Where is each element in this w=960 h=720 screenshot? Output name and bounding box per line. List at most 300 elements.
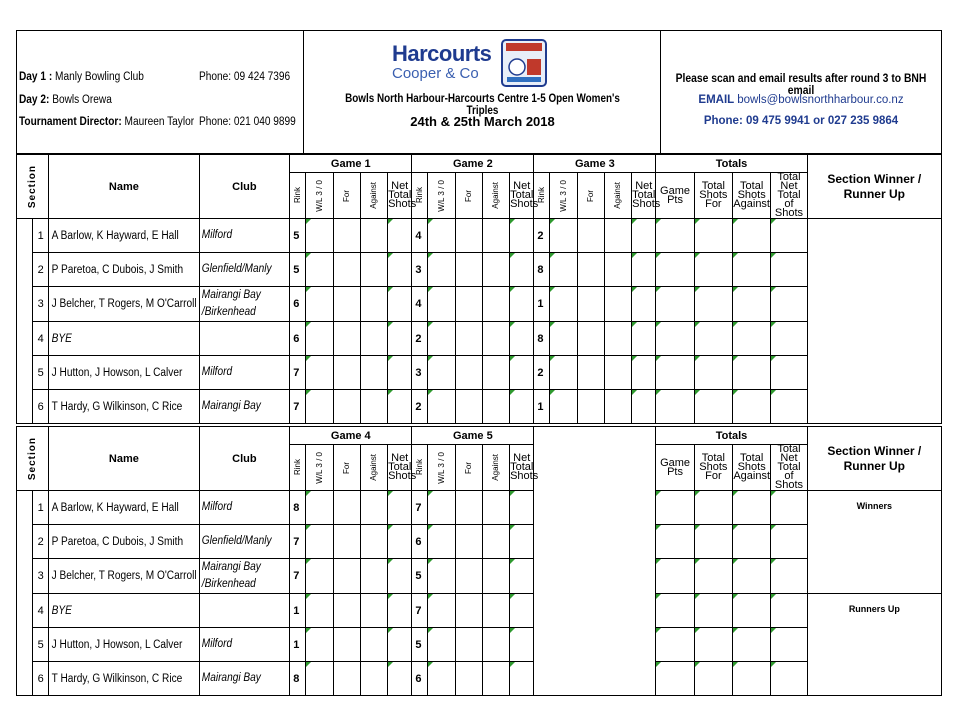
for-input[interactable] <box>577 322 604 356</box>
for-col-label: For <box>463 189 473 202</box>
total-for-input[interactable] <box>694 322 732 356</box>
for-input[interactable] <box>333 594 360 628</box>
against-col-header <box>360 173 387 219</box>
net-input[interactable] <box>632 390 656 424</box>
row-number: 6 <box>33 390 49 424</box>
table-row <box>17 253 942 287</box>
total-net-input[interactable] <box>771 662 807 696</box>
club-name: Mairangi Bay <box>201 672 261 684</box>
total-net-input[interactable] <box>771 219 807 253</box>
for-input[interactable] <box>577 287 604 322</box>
for-input[interactable] <box>333 525 360 559</box>
club-header: Club <box>199 155 290 219</box>
net-input[interactable] <box>388 594 412 628</box>
total-net-input[interactable] <box>771 491 807 525</box>
team-name-cell <box>49 356 199 390</box>
club-cell <box>199 253 290 287</box>
against-input[interactable] <box>482 525 509 559</box>
total-against-input[interactable] <box>733 559 771 594</box>
director-phone: Phone: 021 040 9899 <box>199 116 296 128</box>
rink-number: 5 <box>290 253 306 287</box>
total-against-input[interactable] <box>733 491 771 525</box>
net-input[interactable] <box>388 253 412 287</box>
wl-input[interactable] <box>428 594 455 628</box>
rink-number: 2 <box>412 390 428 424</box>
net-input[interactable] <box>510 390 534 424</box>
team-name: J Hutton, J Howson, L Calver <box>51 366 183 379</box>
rink-number: 6 <box>412 525 428 559</box>
club-name: Milford <box>201 501 232 513</box>
game-pts-input[interactable] <box>656 287 694 322</box>
team-name-cell <box>49 559 199 594</box>
team-name-cell <box>49 628 199 662</box>
for-input[interactable] <box>333 662 360 696</box>
total-against-input[interactable] <box>733 219 771 253</box>
for-input[interactable] <box>455 628 482 662</box>
club-cell <box>199 628 290 662</box>
rink-number: 8 <box>290 662 306 696</box>
rink-number: 4 <box>412 219 428 253</box>
against-col-header <box>604 173 631 219</box>
club-name: Mairangi Bay <box>201 400 261 412</box>
net-input[interactable] <box>632 253 656 287</box>
against-input[interactable] <box>360 219 387 253</box>
rink-col-header <box>412 445 428 491</box>
net-input[interactable] <box>632 356 656 390</box>
for-col-label: For <box>341 461 351 474</box>
wl-input[interactable] <box>428 628 455 662</box>
rink-number: 8 <box>290 491 306 525</box>
against-input[interactable] <box>360 253 387 287</box>
day2-venue: Bowls Orewa <box>52 94 112 106</box>
net-input[interactable] <box>510 628 534 662</box>
for-col-header <box>333 445 360 491</box>
total-against-input[interactable] <box>733 594 771 628</box>
against-input[interactable] <box>360 322 387 356</box>
row-number: 1 <box>33 219 49 253</box>
wl-input[interactable] <box>550 287 577 322</box>
wl-col-label: W/L 3 / 0 <box>436 179 446 212</box>
total-net-input[interactable] <box>771 628 807 662</box>
table-row <box>17 356 942 390</box>
for-input[interactable] <box>455 559 482 594</box>
against-input[interactable] <box>604 390 631 424</box>
against-input[interactable] <box>360 390 387 424</box>
wl-input[interactable] <box>306 356 333 390</box>
harcourts-logo: Harcourts <box>392 41 492 66</box>
wl-col-header <box>550 173 577 219</box>
rink-number: 5 <box>290 219 306 253</box>
cooper-co-logo: Cooper & Co <box>392 65 479 82</box>
row-number: 5 <box>33 356 49 390</box>
team-name: J Belcher, T Rogers, M O'Carroll <box>51 298 197 310</box>
wl-input[interactable] <box>428 491 455 525</box>
wl-input[interactable] <box>306 594 333 628</box>
total-for-input[interactable] <box>694 287 732 322</box>
total-net-input[interactable] <box>771 525 807 559</box>
event-info <box>304 31 661 153</box>
net-input[interactable] <box>632 287 656 322</box>
rink-number: 8 <box>534 253 550 287</box>
game-pts-input[interactable] <box>656 628 694 662</box>
wl-input[interactable] <box>550 322 577 356</box>
against-input[interactable] <box>360 662 387 696</box>
section-spacer <box>17 219 33 424</box>
wl-col-header <box>306 445 333 491</box>
for-input[interactable] <box>455 662 482 696</box>
for-input[interactable] <box>455 356 482 390</box>
contact-info <box>661 31 941 153</box>
game-header: Game 3 <box>534 155 656 173</box>
results-table-games-1-3 <box>16 154 942 424</box>
rink-col-label: Rink <box>536 187 546 204</box>
row-number: 2 <box>33 253 49 287</box>
wl-input[interactable] <box>428 559 455 594</box>
against-input[interactable] <box>482 322 509 356</box>
section-spacer <box>17 491 33 696</box>
rink-col-label: Rink <box>292 459 302 476</box>
team-name: T Hardy, G Wilkinson, C Rice <box>51 672 183 685</box>
wl-input[interactable] <box>306 287 333 322</box>
total-net-input[interactable] <box>771 322 807 356</box>
winner-header: Section Winner / Runner Up <box>807 427 941 491</box>
against-input[interactable] <box>482 219 509 253</box>
against-input[interactable] <box>482 491 509 525</box>
total-against-input[interactable] <box>733 253 771 287</box>
for-input[interactable] <box>333 628 360 662</box>
for-input[interactable] <box>333 491 360 525</box>
total-net-input[interactable] <box>771 253 807 287</box>
rink-number: 3 <box>412 356 428 390</box>
wl-input[interactable] <box>306 628 333 662</box>
table-row <box>17 390 942 424</box>
wl-input[interactable] <box>550 253 577 287</box>
director-name: Maureen Taylor <box>124 116 195 128</box>
for-input[interactable] <box>455 594 482 628</box>
total-net-input[interactable] <box>771 287 807 322</box>
game-pts-input[interactable] <box>656 662 694 696</box>
table-row <box>17 662 942 696</box>
net-input[interactable] <box>510 559 534 594</box>
email-label: EMAIL <box>698 94 734 106</box>
net-input[interactable] <box>510 322 534 356</box>
club-name: Glenfield/Manly <box>201 535 272 547</box>
day1-label: Day 1 : <box>19 71 53 83</box>
rink-number: 2 <box>534 219 550 253</box>
net-input[interactable] <box>510 525 534 559</box>
row-number: 3 <box>33 287 49 322</box>
wl-input[interactable] <box>428 253 455 287</box>
rink-col-header <box>412 173 428 219</box>
club-cell <box>199 287 290 322</box>
rink-number: 1 <box>290 594 306 628</box>
against-input[interactable] <box>482 594 509 628</box>
against-col-label: Against <box>613 182 623 209</box>
against-input[interactable] <box>604 287 631 322</box>
wl-input[interactable] <box>428 662 455 696</box>
net-input[interactable] <box>510 491 534 525</box>
net-input[interactable] <box>388 219 412 253</box>
rink-number: 7 <box>412 491 428 525</box>
for-input[interactable] <box>455 287 482 322</box>
for-input[interactable] <box>333 390 360 424</box>
team-name: P Paretoa, C Dubois, J Smith <box>51 263 184 276</box>
wl-input[interactable] <box>550 356 577 390</box>
for-input[interactable] <box>577 390 604 424</box>
against-input[interactable] <box>604 219 631 253</box>
for-input[interactable] <box>333 559 360 594</box>
day2-label: Day 2: <box>19 94 50 106</box>
winner-cell[interactable] <box>807 219 941 424</box>
for-input[interactable] <box>455 390 482 424</box>
club-name: Mairangi Bay <box>201 561 261 573</box>
against-input[interactable] <box>360 525 387 559</box>
against-input[interactable] <box>482 287 509 322</box>
net-input[interactable] <box>510 356 534 390</box>
wl-input[interactable] <box>428 219 455 253</box>
net-input[interactable] <box>388 525 412 559</box>
net-input[interactable] <box>388 287 412 322</box>
for-col-header <box>333 173 360 219</box>
total-against-input[interactable] <box>733 525 771 559</box>
wl-input[interactable] <box>306 662 333 696</box>
against-input[interactable] <box>482 356 509 390</box>
game-pts-input[interactable] <box>656 491 694 525</box>
winner-header: Section Winner / Runner Up <box>807 155 941 219</box>
net-input[interactable] <box>510 253 534 287</box>
total-net-input[interactable] <box>771 390 807 424</box>
for-input[interactable] <box>455 491 482 525</box>
section-header-label: Section <box>27 436 39 481</box>
row-number: 6 <box>33 662 49 696</box>
for-input[interactable] <box>333 219 360 253</box>
total-net-header: Total Net Total of Shots <box>771 173 807 219</box>
total-net-input[interactable] <box>771 559 807 594</box>
for-input[interactable] <box>455 253 482 287</box>
day2-line <box>19 94 112 106</box>
against-input[interactable] <box>604 253 631 287</box>
wl-input[interactable] <box>428 287 455 322</box>
game-pts-input[interactable] <box>656 559 694 594</box>
total-net-input[interactable] <box>771 356 807 390</box>
game-header: Game 4 <box>290 427 412 445</box>
for-input[interactable] <box>577 356 604 390</box>
net-col-header: Net Total Shots <box>632 173 656 219</box>
winners-cell[interactable] <box>807 491 941 594</box>
against-input[interactable] <box>482 253 509 287</box>
against-col-label: Against <box>368 182 378 209</box>
team-name: BYE <box>51 604 73 617</box>
net-input[interactable] <box>388 322 412 356</box>
wl-input[interactable] <box>550 219 577 253</box>
net-input[interactable] <box>388 559 412 594</box>
event-dates: 24th & 25th March 2018 <box>410 114 555 129</box>
team-name: BYE <box>51 332 73 345</box>
wl-input[interactable] <box>306 253 333 287</box>
net-input[interactable] <box>632 322 656 356</box>
club-name-2: /Birkenhead <box>201 306 256 318</box>
for-col-header <box>455 445 482 491</box>
rink-number: 4 <box>412 287 428 322</box>
wl-input[interactable] <box>306 491 333 525</box>
team-name-cell <box>49 491 199 525</box>
game-pts-input[interactable] <box>656 525 694 559</box>
net-input[interactable] <box>388 662 412 696</box>
net-input[interactable] <box>632 219 656 253</box>
rink-number: 7 <box>290 525 306 559</box>
rink-number: 6 <box>290 287 306 322</box>
wl-input[interactable] <box>428 356 455 390</box>
wl-col-header <box>428 173 455 219</box>
table-row <box>17 559 942 594</box>
total-for-input[interactable] <box>694 594 732 628</box>
total-for-input[interactable] <box>694 253 732 287</box>
team-name: J Belcher, T Rogers, M O'Carroll <box>51 570 197 582</box>
for-input[interactable] <box>333 356 360 390</box>
club-cell <box>199 594 290 628</box>
rink-number: 1 <box>290 628 306 662</box>
total-for-input[interactable] <box>694 491 732 525</box>
against-input[interactable] <box>360 287 387 322</box>
wl-input[interactable] <box>306 219 333 253</box>
game-pts-input[interactable] <box>656 594 694 628</box>
net-input[interactable] <box>388 491 412 525</box>
club-name: Glenfield/Manly <box>201 263 272 275</box>
against-input[interactable] <box>360 491 387 525</box>
against-input[interactable] <box>360 628 387 662</box>
table-row <box>17 287 942 322</box>
rink-number: 6 <box>412 662 428 696</box>
net-input[interactable] <box>388 628 412 662</box>
net-input[interactable] <box>510 219 534 253</box>
wl-input[interactable] <box>306 525 333 559</box>
team-name-cell <box>49 322 199 356</box>
club-cell <box>199 356 290 390</box>
wl-col-label: W/L 3 / 0 <box>314 451 324 484</box>
club-name: Milford <box>201 638 232 650</box>
total-against-input[interactable] <box>733 390 771 424</box>
day1-line <box>19 71 144 83</box>
total-for-input[interactable] <box>694 390 732 424</box>
team-name: A Barlow, K Hayward, E Hall <box>51 229 180 242</box>
wl-col-label: W/L 3 / 0 <box>558 179 568 212</box>
game-pts-input[interactable] <box>656 322 694 356</box>
against-input[interactable] <box>360 356 387 390</box>
total-for-input[interactable] <box>694 628 732 662</box>
wl-input[interactable] <box>306 390 333 424</box>
total-for-input[interactable] <box>694 662 732 696</box>
game-pts-header: Game Pts <box>656 173 694 219</box>
game-pts-header: Game Pts <box>656 445 694 491</box>
team-name-cell <box>49 219 199 253</box>
net-input[interactable] <box>510 662 534 696</box>
for-input[interactable] <box>455 525 482 559</box>
email-link[interactable]: bowls@bowlsnorthharbour.co.nz <box>737 94 904 106</box>
net-input[interactable] <box>510 594 534 628</box>
wl-input[interactable] <box>428 390 455 424</box>
team-name-cell <box>49 662 199 696</box>
against-col-header <box>482 445 509 491</box>
club-name: Mairangi Bay <box>201 289 261 301</box>
against-input[interactable] <box>360 594 387 628</box>
for-input[interactable] <box>577 253 604 287</box>
net-col-header: Net Total Shots <box>388 173 412 219</box>
rink-number: 7 <box>290 559 306 594</box>
for-input[interactable] <box>455 219 482 253</box>
net-input[interactable] <box>510 287 534 322</box>
rink-number: 7 <box>412 594 428 628</box>
wl-input[interactable] <box>306 559 333 594</box>
total-against-input[interactable] <box>733 287 771 322</box>
total-for-header: Total Shots For <box>694 445 732 491</box>
for-input[interactable] <box>455 322 482 356</box>
club-cell <box>199 390 290 424</box>
against-input[interactable] <box>482 559 509 594</box>
wl-input[interactable] <box>428 525 455 559</box>
wl-input[interactable] <box>306 322 333 356</box>
total-against-input[interactable] <box>733 322 771 356</box>
for-input[interactable] <box>577 219 604 253</box>
for-col-header <box>577 173 604 219</box>
total-for-input[interactable] <box>694 219 732 253</box>
total-for-input[interactable] <box>694 525 732 559</box>
rink-number: 5 <box>412 559 428 594</box>
net-col-header: Net Total Shots <box>510 445 534 491</box>
for-col-label: For <box>585 189 595 202</box>
wl-input[interactable] <box>428 322 455 356</box>
for-input[interactable] <box>333 322 360 356</box>
net-col-header: Net Total Shots <box>510 173 534 219</box>
name-header: Name <box>49 155 199 219</box>
wl-col-header <box>306 173 333 219</box>
net-input[interactable] <box>388 390 412 424</box>
against-input[interactable] <box>482 390 509 424</box>
rink-number: 6 <box>290 322 306 356</box>
against-input[interactable] <box>482 628 509 662</box>
against-input[interactable] <box>604 356 631 390</box>
for-col-label: For <box>341 189 351 202</box>
against-input[interactable] <box>604 322 631 356</box>
total-against-input[interactable] <box>733 662 771 696</box>
rink-col-label: Rink <box>292 187 302 204</box>
wl-col-label: W/L 3 / 0 <box>314 179 324 212</box>
total-against-input[interactable] <box>733 628 771 662</box>
name-header: Name <box>49 427 199 491</box>
game-pts-input[interactable] <box>656 390 694 424</box>
total-against-input[interactable] <box>733 356 771 390</box>
total-for-input[interactable] <box>694 356 732 390</box>
game-pts-input[interactable] <box>656 219 694 253</box>
for-input[interactable] <box>333 253 360 287</box>
for-input[interactable] <box>333 287 360 322</box>
runners-up-cell[interactable] <box>807 594 941 696</box>
contact-phones: Phone: 09 475 9941 or 027 235 9864 <box>703 115 899 127</box>
for-col-header <box>455 173 482 219</box>
net-input[interactable] <box>388 356 412 390</box>
wl-input[interactable] <box>550 390 577 424</box>
total-for-input[interactable] <box>694 559 732 594</box>
against-input[interactable] <box>482 662 509 696</box>
club-crest-icon <box>501 39 547 87</box>
total-net-input[interactable] <box>771 594 807 628</box>
row-number: 4 <box>33 594 49 628</box>
game-pts-input[interactable] <box>656 253 694 287</box>
against-input[interactable] <box>360 559 387 594</box>
team-name-cell <box>49 287 199 322</box>
event-title-text: Bowls North Harbour-Harcourts Centre 1-5 Open Women's Triples <box>345 93 620 117</box>
game-pts-input[interactable] <box>656 356 694 390</box>
team-name: A Barlow, K Hayward, E Hall <box>51 501 180 514</box>
